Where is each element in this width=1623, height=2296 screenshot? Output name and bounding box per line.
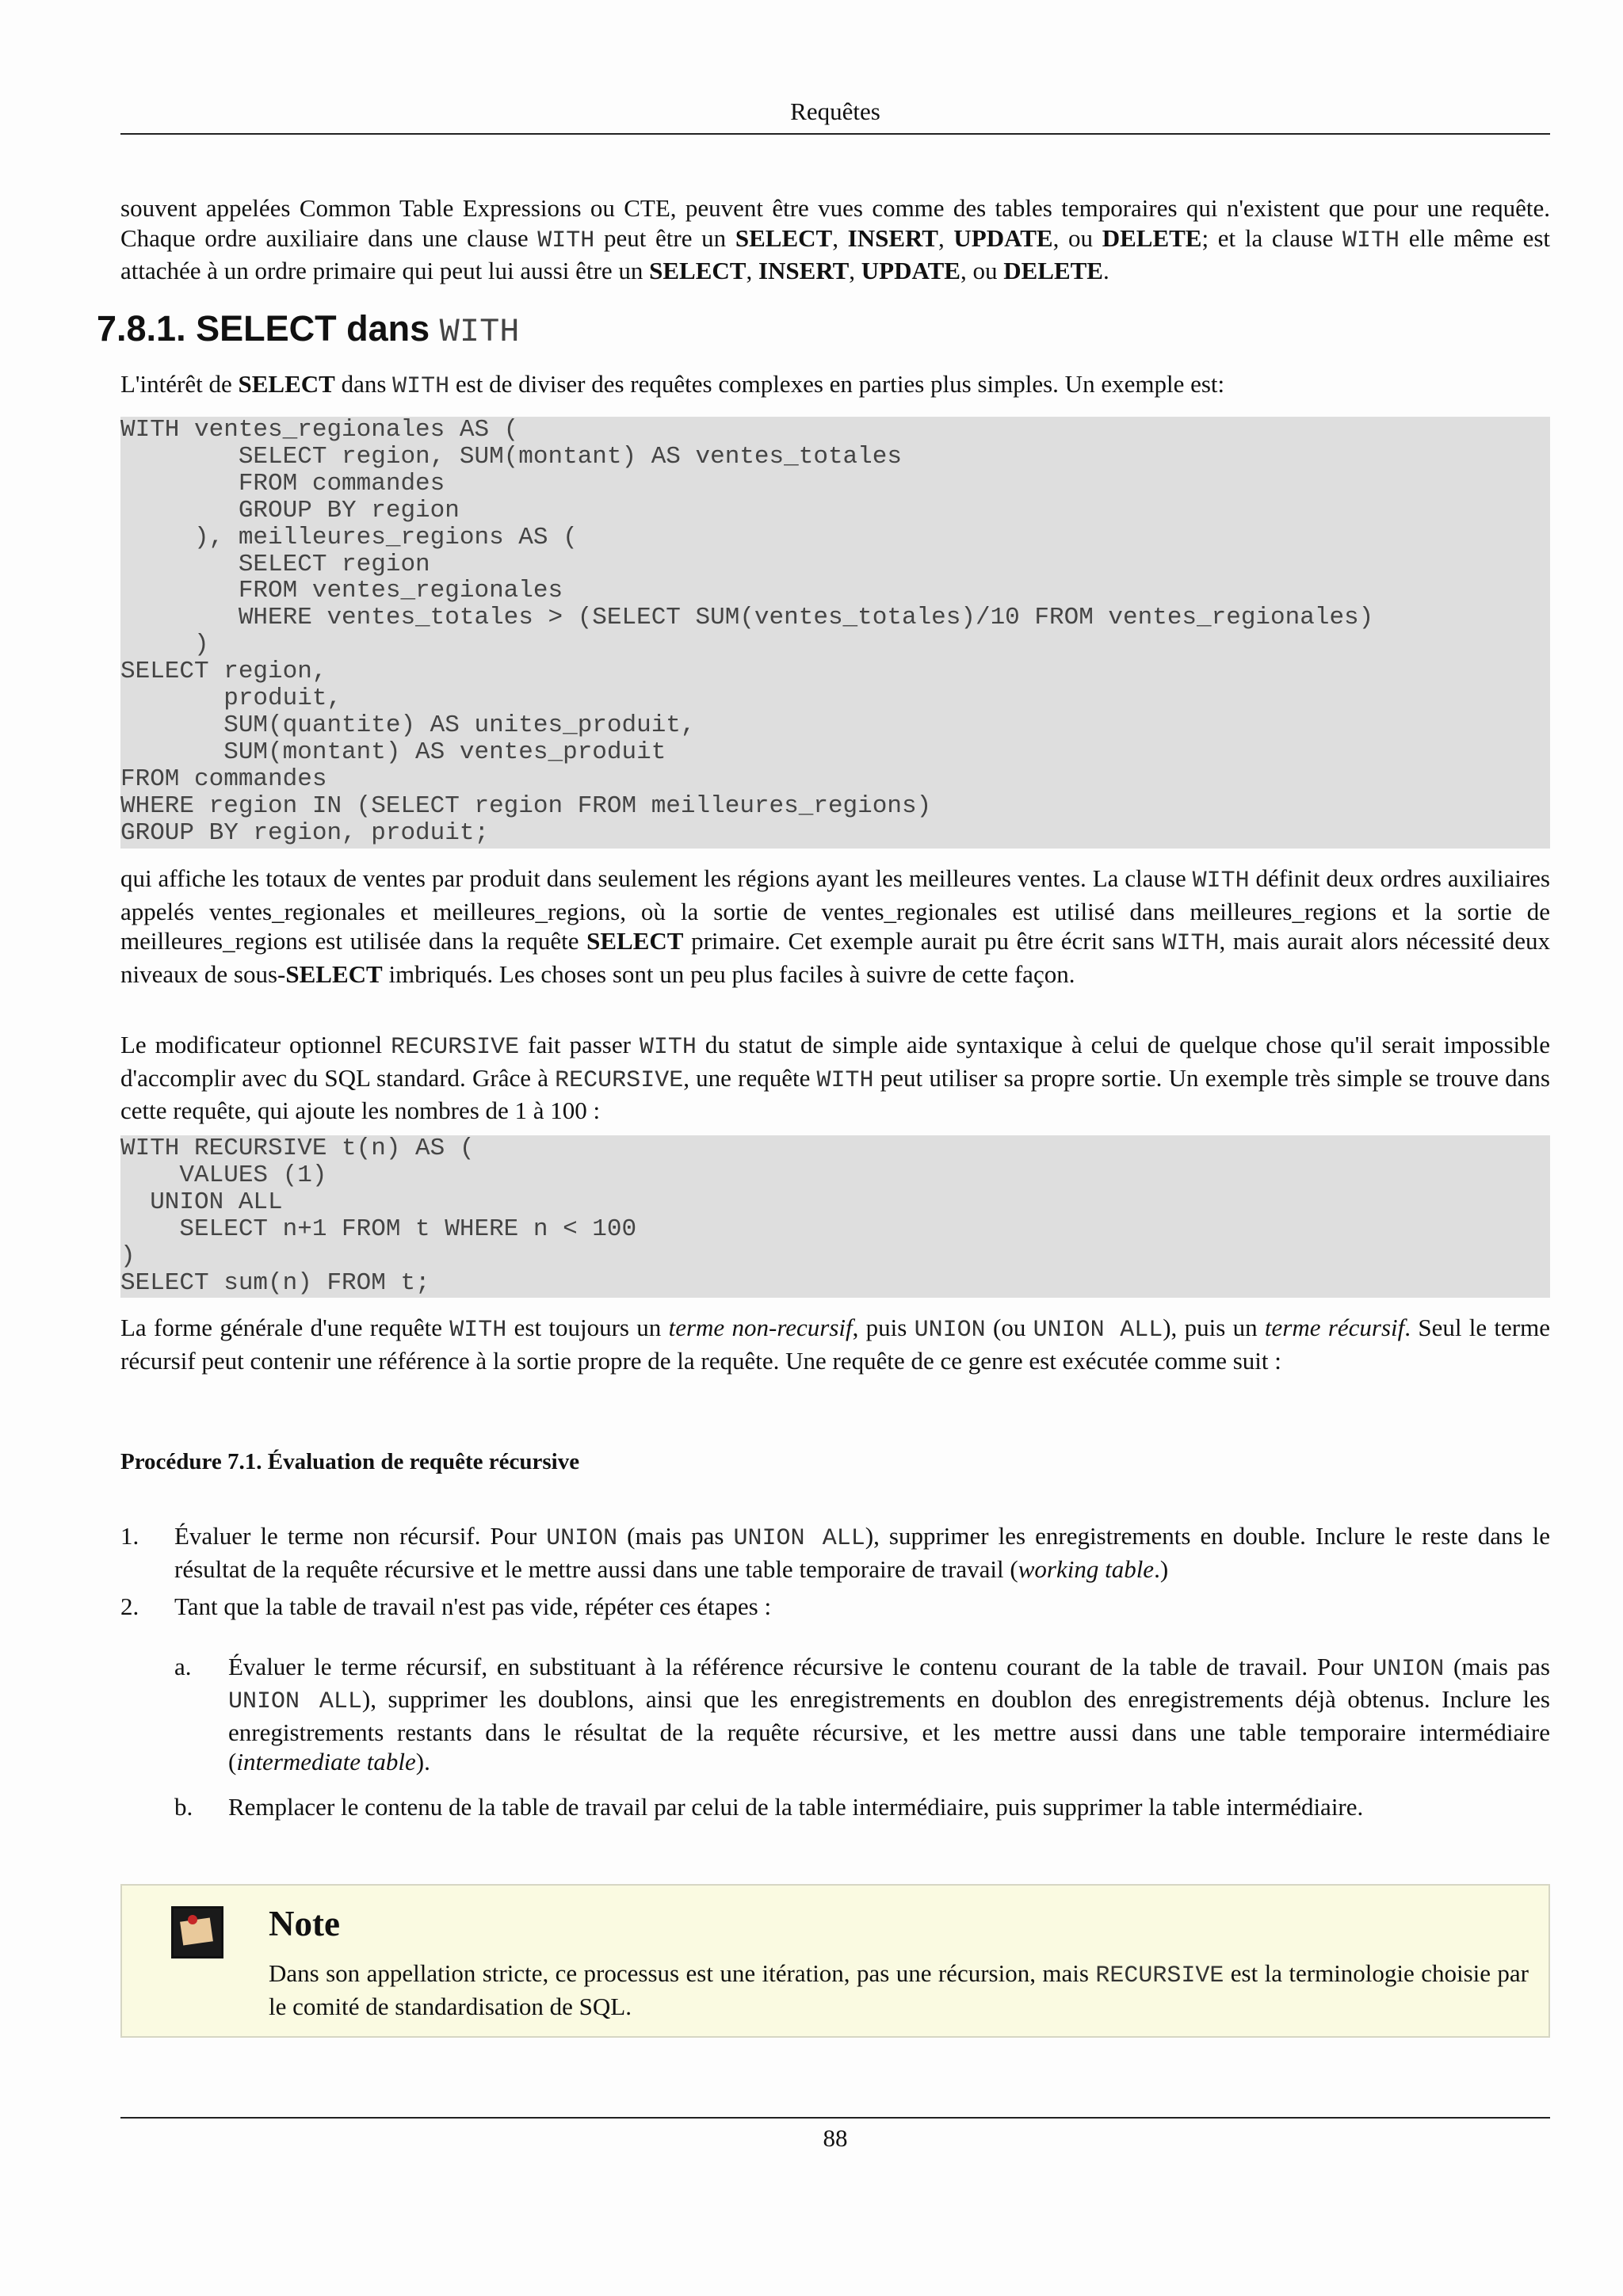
code-block: WITH ventes_regionales AS ( SELECT region, SUM(montant) AS ventes_totales FROM commandes GROUP BY region ), meilleures_regions AS ( SELECT region FROM ventes_regionales WHERE ventes_totales > (SELECT SUM(ventes_totales)/10 FROM ventes_regionales) ) SELECT region, produit, SUM(quantite) AS unites_produit, SUM(montant) AS ventes_produit FROM commandes WHERE region IN (SELECT region FROM meilleures_regions) GROUP BY region, produit;	[120, 417, 1550, 849]
procedure-step-1: 1. Évaluer le terme non récursif. Pour UNION (mais pas UNION ALL), supprimer les enregistrements en double. Inclure le reste dans le résultat de la requête récursive et le mettre aussi dans une table temporaire de travail (working table.)	[120, 1522, 1550, 1583]
section-heading: 7.8.1. SELECT dans WITH	[97, 308, 520, 351]
note-admonition	[120, 1884, 1550, 2038]
procedure-substep-b: b. Remplacer le contenu de la table de travail par celui de la table intermédiaire, puis supprimer la table intermédiaire.	[174, 1792, 1364, 1821]
paragraph-recursive: Le modificateur optionnel RECURSIVE fait passer WITH du statut de simple aide syntaxique à celui de quelque chose qu'il serait impossible d'accomplir avec du SQL standard. Grâce à RECURSIVE, une requête WITH peut utiliser sa propre sortie. Un exemple très simple se trouve dans cette requête, qui ajoute les nombres de 1 à 100 :	[120, 1031, 1551, 1124]
note-icon	[171, 1906, 223, 1958]
page-number: 88	[823, 2124, 848, 2152]
code-example-regional-sales	[120, 417, 1550, 849]
intro-paragraph	[120, 193, 1550, 286]
procedure-steps	[120, 1521, 1550, 1821]
code-block: WITH RECURSIVE t(n) AS ( VALUES (1) UNION ALL SELECT n+1 FROM t WHERE n < 100 ) SELECT sum(n) FROM t;	[120, 1135, 1550, 1298]
page-footer	[120, 2117, 1550, 2157]
note-text: Dans son appellation stricte, ce processus est une itération, pas une récursion, mais RECURSIVE est la terminologie choisie par le comité de standardisation de SQL.	[269, 1959, 1529, 2020]
paragraph-select-in-with: L'intérêt de SELECT dans WITH est de diviser des requêtes complexes en parties plus simples. Un exemple est:	[120, 370, 1225, 400]
intro-text: souvent appelées Common Table Expressions ou CTE, peuvent être vues comme des tables temporaires qui n'existent que pour une requête. Chaque ordre auxiliaire dans une clause WITH peut être un SELECT, INSERT, UPDATE, ou DELETE; et la clause WITH elle même est attachée à un ordre primaire qui peut lui aussi être un SELECT, INSERT, UPDATE, ou DELETE.	[120, 194, 1551, 284]
running-title: Requêtes	[790, 97, 880, 125]
paragraph-explanation: qui affiche les totaux de ventes par produit dans seulement les régions ayant les meilleures ventes. La clause WITH définit deux ordres auxiliaires appelés ventes_regionales et meilleures_regions, où la sortie de ventes_regionales est utilisé dans meilleures_regions et la sortie de meilleures_regions est utilisée dans la requête SELECT primaire. Cet exemple aurait pu être écrit sans WITH, mais aurait alors nécessité deux niveaux de sous-SELECT imbriqués. Les choses sont un peu plus faciles à suivre de cette façon.	[120, 864, 1550, 988]
procedure-substep-a: a. Évaluer le terme récursif, en substituant à la référence récursive le contenu courant de la table de travail. Pour UNION (mais pas UNION ALL), supprimer les doublons, ainsi que les enregistrements en doublon des enregistrements déjà obtenus. Inclure les enregistrements restants dans le résultat de la requête récursive, et les mettre aussi dans une table temporaire intermédiaire (intermediate table).	[174, 1652, 1550, 1775]
page-header	[120, 93, 1550, 135]
code-example-recursive-sum	[120, 1135, 1550, 1298]
paragraph-general-form: La forme générale d'une requête WITH est toujours un terme non-recursif, puis UNION (ou UNION ALL), puis un terme récursif. Seul le terme récursif peut contenir une référence à la sortie propre de la requête. Une requête de ce genre est exécutée comme suit :	[120, 1314, 1550, 1375]
note-title: Note	[269, 1904, 340, 1943]
procedure-step-2: 2. Tant que la table de travail n'est pas vide, répéter ces étapes :	[120, 1592, 772, 1620]
procedure-title: Procédure 7.1. Évaluation de requête récursive	[120, 1449, 580, 1474]
